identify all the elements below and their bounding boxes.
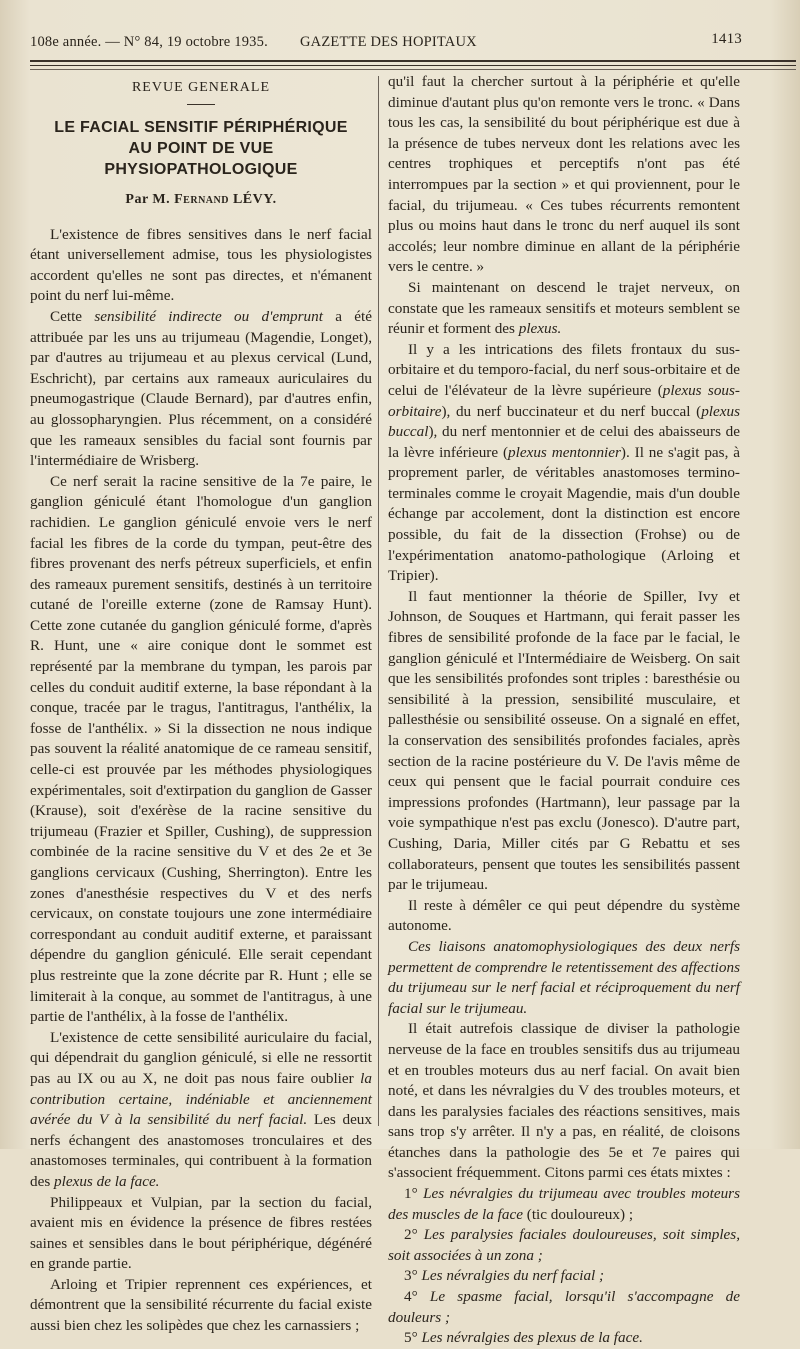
paragraph: qu'il faut la chercher surtout à la périphérie et qu'elle diminue d'autant plus qu'on remonte vers le tronc. « Dans tous les cas, la sensibilité du bout périphérique est due à la présence de tubes nerveux dont les relations avec les centres trophiques et perceptifs n'ont pas été interrompues par la section » et qui proviennent, pour le facial, du trijumeau. « Ces tubes récurrents remontent plus ou moins haut dans le tronc du nerf auquel ils sont accolés; leur nombre diminue en allant de la périphérie vers le centre. » [388,73,740,276]
list-item: 3° Les névralgies du nerf facial ; [404,1267,605,1285]
right-column [388,72,740,1349]
issue-info: 108e année. — N° 84, 19 octobre 1935. [30,34,268,50]
byline [30,190,372,211]
paragraph: Si maintenant on descend le trajet nerveux, on constate que les rameaux sensitifs et moteurs semblent se réunir et forment des plexus. [388,278,740,338]
emphasis: plexus de la face. [54,1172,160,1190]
author-last-name: LÉVY. [232,192,277,207]
paragraph: Cette sensibilité indirecte ou d'emprunt a été attribuée par les uns au trijumeau (Magendie, Longet), par d'autres au trijumeau et au plexus cervical (Lund, Eschricht), par certains aux rameaux auriculaires du pneumogastrique (Claude Bernard), par d'autres enfin, au glossopharyngien. Plus récemment, on a considéré que les rameaux sensibles du facial sont fournis par l'intermédiaire de Wrisberg. [30,307,373,470]
paragraph: L'existence de fibres sensitives dans le nerf facial étant universellement admise, tous les physiologistes accordent qu'elles ne sont pas directes, et n'émanent point du nerf lui-même. [30,225,372,305]
emphasis: la contribution certaine, indéniable et anciennement avérée du V à la sensibilité du nerf facial. [30,1069,372,1129]
left-column [30,72,372,1337]
byline-prefix: Par M. [125,192,171,207]
list-item: 1° Les névralgies du trijumeau avec troubles moteurs des muscles de la face (tic douloureux) ; [388,1185,740,1223]
paragraph: Il était autrefois classique de diviser la pathologie nerveuse de la face en troubles sensitifs dus au trijumeau et en troubles moteurs dus au nerf facial. On avait bien noté, et dans les névralgies du V des troubles moteurs, et dans les paralysies faciales des réactions sensitives, mais sans trop s'y arrêter. Il n'y a pas, en réalité, de cloisons étanches dans la pathologie des 5e et 7e paires qui s'associent fréquemment. Citons parmi ces états mixtes : [388,1020,740,1182]
page-number: 1413 [711,31,742,47]
paragraph: Il reste à démêler ce qui peut dépendre du système autonome. [388,896,740,935]
article-title [30,117,372,180]
list-item: 4° Le spasme facial, lorsqu'il s'accompagne de douleurs ; [388,1288,741,1326]
title-line-2: AU POINT DE VUE PHYSIOPATHOLOGIQUE [104,140,298,178]
header-double-rule [30,60,796,66]
paragraph [388,937,740,1019]
paragraph: Il faut mentionner la théorie de Spiller, Ivy et Johnson, de Souques et Hartmann, qui ferait passer les fibres de sensibilité profonde de la face par le facial, le ganglion géniculé et l'Intermédiaire de Weisberg. On sait que les sensibilités profondes sont triples : baresthésie ou sensibilité à la pression, sensibilité musculaire, et pallesthésie ou sensibilité osseuse. On a signalé en effet, la conservation des sensibilités profondes faciales, après section de la racine postérieure du V. De l'avis même de ceux qui pensent que le facial pourrait conduire ces impressions profondes (Hartmann), leur passage par la voie sympathique n'est pas exclu (Jonesco). D'autre part, Cushing, Daria, Miller cités par G Rebattu et ses collaborateurs, pensent que toutes les sensibilités passent par le trijumeau. [388,587,740,894]
emphasis: plexus. [518,320,562,338]
author-first-name: Fernand [174,192,229,207]
rubric-rule [187,104,215,105]
paragraph: Il y a les intrications des filets frontaux du sus-orbitaire et du temporo-facial, du nerf sous-orbitaire et de celui de l'élévateur de la lèvre supérieure (plexus sous-orbitaire), du nerf buccinateur et du nerf buccal (plexus buccal), du nerf mentonnier et de celui des abaisseurs de la lèvre inférieure (plexus mentonnier). Il ne s'agit pas, à proprement parler, de véritables anastomoses termino-terminales comme le croyait Magendie, mais d'un double échange par accolement, dont la distinction est encore possible, du fait de la dissection (Frohse) ou de l'expérimentation anatomo-pathologique (Arloing et Tripier). [388,340,740,585]
list-item: 2° Les paralysies faciales douloureuses, soit simples, soit associées à un zona ; [388,1226,741,1264]
list-item: 5° Les névralgies des plexus de la face. [404,1329,643,1347]
column-separator [378,76,379,1126]
emphasis: sensibilité indirecte ou d'emprunt [94,307,323,325]
emphasis: plexus sous-orbitaire [388,381,740,420]
emphasis: Ces liaisons anatomophysiologiques des deux nerfs permettent de comprendre le retentissement des affections du trijumeau sur le nerf facial et réciproquement du nerf facial sur le trijumeau. [388,937,740,1017]
title-line-1: LE FACIAL SENSITIF PÉRIPHÉRIQUE [54,119,348,136]
paragraph: L'existence de cette sensibilité auriculaire du facial, qui dépendrait du ganglion géniculé, si elle ne ressortit pas au IX ou au X, ne doit pas nous faire oublier la contribution certaine, indéniable et anciennement avérée du V à la sensibilité du nerf facial. Les deux nerfs échangent des anastomoses tronculaires et des anastomoses terminales, qui contribuent à la formation des plexus de la face. [30,1028,372,1190]
header-thin-rule [30,69,796,70]
section-rubric: REVUE GENERALE [131,80,271,95]
running-header [30,31,742,56]
emphasis: plexus buccal [388,402,740,441]
paragraph: Ce nerf serait la racine sensitive de la 7e paire, le ganglion géniculé étant l'homologue d'un ganglion rachidien. Le ganglion géniculé envoie vers le nerf facial les fibres de la corde du tympan, peut-être des fibres provenant des nerfs pétreux superficiels, et enfin des rameaux purement sensitifs, destinés à un territoire cutané de l'oreille externe (zone de Ramsay Hunt). Cette zone cutanée du ganglion géniculé forme, d'après R. Hunt, une « aire conique dont le sommet est représenté par la membrane du tympan, les parois par celles du conduit auditif externe, la base répondant à la conque, tracée par le tragus, l'antitragus, l'anthélix, la fosse de l'anthélix. » Si la dissection ne nous indique pas souvent la réalité anatomique de ce rameau sensitif, celle-ci est prouvée par les méthodes physiologiques expérimentales, soit d'extirpation du ganglion de Gasser (Krause), soit d'exérèse de la racine sensitive du trijumeau (Frazier et Spiller, Cushing), de suppression combinée de la racine sensitive du V et des 2e et 3e ganglions cervicaux (Cushing, Sherrington). Entre les zones d'anesthésie respectives du V et des nerfs cervicaux, on constate toujours une zone intermédiaire correspondant au conduit auditif externe, et paraissant dépendre du ganglion géniculé. Elle serait cependant plus restreinte que la zone décrite par R. Hunt ; elle se limiterait à la conque, au sommet de l'antitragus, à une partie de l'anthélix, à la fosse de l'anthélix. [30,472,372,1026]
emphasis: plexus mentonnier [508,443,621,461]
paragraph: Philippeaux et Vulpian, par la section du facial, avaient mis en évidence la présence de fibres restées saines et sensibles dans le bout périphérique, dégénéré en grande partie. [30,1193,372,1273]
journal-name: GAZETTE DES HOPITAUX [300,34,477,50]
paragraph: Arloing et Tripier reprennent ces expériences, et démontrent que la sensibilité récurrente du facial existe aussi bien chez les solipèdes que chez les carnassiers ; [30,1275,372,1335]
